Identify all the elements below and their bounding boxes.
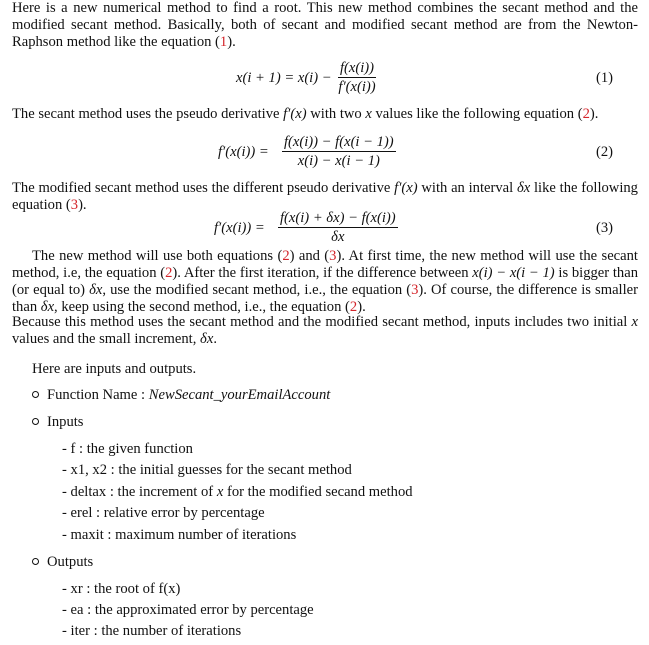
function-name-item: Function Name : NewSecant_yourEmailAccount [32,386,330,404]
eq2-numerator: f(x(i)) − f(x(i − 1)) [284,134,394,150]
secant-paragraph: The secant method uses the pseudo derivative f′(x) with two x values like the following equation (2). [12,106,599,122]
equation-ref-2[interactable]: 2 [282,248,290,264]
eq3-number: (3) [595,220,613,236]
output-iter: - iter : the number of iterations [62,623,242,639]
eq1-lhs: x(i + 1) = x(i) − [236,70,332,86]
equation-ref-3[interactable]: 3 [329,248,337,264]
new-method-paragraph: The new method will use both equations (2) and (3). At first time, the new method will use the secant method, i.e, the equation (2). After the first iteration, if the difference between x(i) − x(i − 1) is bigger than (or equal to) δx, use the modified secant method, i.e., the equation (3). Of course, the difference is smaller than δx, keep using the second method, i.e., the equation (2). [12,248,638,315]
output-xr: - xr : the root of f(x) [62,581,181,597]
eq3-denominator: δx [331,229,345,245]
inputs-item: Inputs [32,413,83,431]
eq3-fraction [278,210,398,245]
eq2-fraction [282,134,396,169]
equation-ref-2[interactable]: 2 [165,265,173,281]
input-maxit: - maxit : maximum number of iterations [62,527,297,543]
eq3-lhs: f′(x(i)) = [214,220,265,236]
eq2-lhs: f′(x(i)) = [218,144,269,160]
input-x1-x2: - x1, x2 : the initial guesses for the secant method [62,462,352,478]
equation-ref-2[interactable]: 2 [349,299,358,315]
function-name: NewSecant_yourEmailAccount [148,387,331,403]
outputs-item: Outputs [32,553,93,571]
eq2-denominator: x(i) − x(i − 1) [297,153,380,169]
eq1-numerator: f(x(i)) [340,60,375,76]
io-heading: Here are inputs and outputs. [32,361,197,377]
equation-ref-2[interactable]: 2 [582,106,590,122]
equation-ref-3[interactable]: 3 [70,197,79,213]
input-deltax: - deltax : the increment of x for the modified secand method [62,484,413,500]
bullet-icon [32,391,39,398]
eq1-fraction [338,60,376,95]
equation-ref-3[interactable]: 3 [411,282,419,298]
eq1-number: (1) [595,70,613,86]
equation-ref-1[interactable]: 1 [219,34,228,50]
input-f: - f : the given function [62,441,193,457]
eq3-numerator: f(x(i) + δx) − f(x(i)) [280,210,396,226]
bullet-icon [32,558,39,565]
eq1-denominator: f′(x(i)) [338,79,376,95]
eq2-number: (2) [595,144,613,160]
modified-paragraph: The modified secant method uses the different pseudo derivative f′(x) with an interval δx like the following equation (3). [12,180,638,213]
because-paragraph: Because this method uses the secant method and the modified secant method, inputs includes two initial x values and the small increment, δx. [12,314,638,347]
output-ea: - ea : the approximated error by percentage [62,602,314,618]
bullet-icon [32,418,39,425]
input-erel: - erel : relative error by percentage [62,505,265,521]
intro-paragraph: Here is a new numerical method to find a root. This new method combines the secant method and the modified secant method. Basically, both of secant and modified secant method are from the Newton-Raphson method like the equation (1). [12,0,638,50]
